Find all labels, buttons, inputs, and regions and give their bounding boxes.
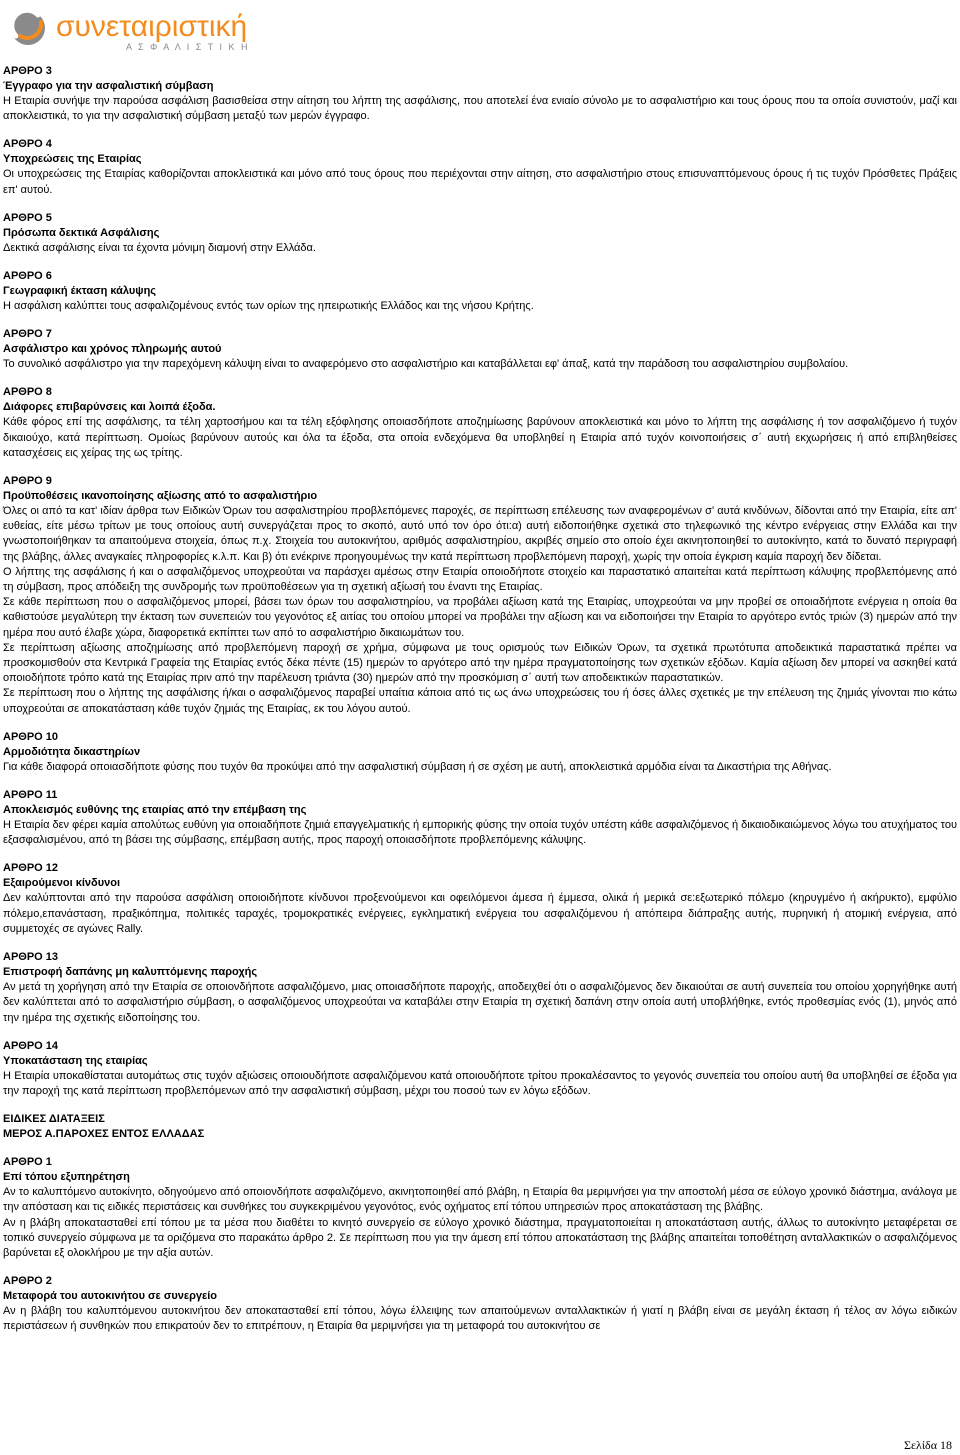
article-paragraph: Η ασφάλιση καλύπτει τους ασφαλιζομένους εντός των ορίων της ηπειρωτικής Ελλάδος και της νήσου Κρήτης. <box>3 300 534 313</box>
article-title: Διάφορες επιβαρύνσεις και λοιπά έξοδα. <box>3 401 216 414</box>
article-title: Μεταφορά του αυτοκινήτου σε συνεργείο <box>3 1290 218 1303</box>
article-title: Έγγραφο για την ασφαλιστική σύμβαση <box>3 80 214 92</box>
article-paragraph: Σε κάθε περίπτωση που ο ασφαλιζόμενος μπορεί, βάσει των όρων του ασφαλιστηρίου, να προβάλει αξίωση κατά της Εταιρίας, υποχρεούται να μην προβεί σε οποιαδήποτε ενέργεια η οποία θα καθιστούσε μεγαλύτερη την έκταση των συνεπειών του γεγονότος εξ αιτίας του οποίου μπορεί να προβάλει την αξίωση και να ειδοποιήσει την Εταιρία το αργότερο εντός τριών (3) ημερών από την ημέρα που αυτό έλαβε χώρα, διαφορετικά εκπίπτει των από το ασφαλιστήριο δικαιωμάτων του. <box>3 596 957 639</box>
article-paragraph: Σε περίπτωση αξίωσης αποζημίωσης από προβλεπόμενη παροχή σε χρήμα, σύμφωνα με τους ορισμούς των Ειδικών Όρων, τα σχετικά πρωτότυπα αποδεικτικά παραστατικά πρέπει να προσκομισθούν στα Κεντρικά Γραφεία της Εταιρίας εντός δέκα πέντε (15) ημερών το αργότερο από την ημέρα πραγματοποίησης των σχετικών εξόδων. Καμία αξίωση δεν μπορεί να ασκηθεί κατά οποιοδήποτε τρόπο κατά της Εταιρίας πριν από την παρέλευση τριάντα (30) ημερών από την προσκόμιση σ΄ αυτή των αποδεικτικών παραστατικών. <box>3 641 957 685</box>
article-number: ΑΡΘΡΟ 11 <box>3 789 58 802</box>
article-title: Γεωγραφική έκταση κάλυψης <box>3 285 157 298</box>
article-paragraph: Η Εταιρία υποκαθίσταται αυτομάτως στις τυχόν αξιώσεις οποιουδήποτε ασφαλιζόμενου κατά οποιουδήποτε τρίτου προκαλέσαντος το γεγονός συνεπεία του οποίου αυτή θα υποβληθεί σε έξοδα για την παροχή της κατά περίπτωση προβλεπόμενων από την ασφαλιστική σύμβαση, μέχρι του ποσού των εν λόγω εξόδων. <box>3 1069 957 1097</box>
article-paragraph: Αν μετά τη χορήγηση από την Εταιρία σε οποιονδήποτε ασφαλιζόμενο, μιας οποιασδήποτε παροχής, αποδειχθεί ότι ο ασφαλιζόμενος δεν δικαιούται σε αυτή συνεπεία του οποίου χορηγήθηκε αυτή δεν καλύπτεται από το ασφαλιστήριο σύμβαση, ο ασφαλιζόμενος υποχρεούται να καταβάλει στην Εταιρία τη σχετική δαπάνη στην οποία αυτή υποβλήθηκε, εντός προθεσμίας ενός (1), μηνός από την ημέρα της σχετικής ειδοποίησης του. <box>3 981 957 1024</box>
article-number: ΑΡΘΡΟ 12 <box>3 862 59 875</box>
article-paragraph: Όλες οι από τα κατ' ιδίαν άρθρα των Ειδικών Όρων του ασφαλιστηρίου προβλεπόμενες παροχές, σε περίπτωση επέλευσης των αναφερομένων σ' αυτά κινδύνων, δίδονται από την Εταιρία, είτε απ' ευθείας, είτε μέσω τρίτων με τους οποίους αυτή συνεργάζεται προς το σκοπό, αυτό υπό τον όρο ότι:α) αυτή ειδοποιήθηκε σχετικά στο τηλεφωνικό της κέντρο ενέργειας στην Ελλάδα και την γνωστοποιήθηκαν τα απαιτούμενα στοιχεία, όπως π.χ. Στοιχεία του αυτοκινήτου, αριθμός ασφαλιστηρίου, ακριβές σημείο στο οποίο έχει ακινητοποιηθεί το αυτοκίνητο, κατά το δυνατό περιγραφή της βλάβης, άλλες αναγκαίες πληροφορίες κ.λ.π. Και β) ότι ενέκρινε προηγουμένως την κατά περίπτωση προβλεπόμενη παροχή, χωρίς την οποία έγκριση καμία παροχή δεν δίδεται. <box>3 505 957 563</box>
article-title: Αποκλεισμός ευθύνης της εταιρίας από την επέμβαση της <box>3 804 307 817</box>
article-paragraph: Η Εταιρία δεν φέρει καμία απολύτως ευθύνη για οποιαδήποτε ζημιά επαγγελματικής ή εμπορικής φύσης την οποία τυχόν υπέστη κάθε ασφαλιζόμενος ή δικαιοδικαιώμενος λόγω του ατυχήματος του εξασφαλισμένου, από τη βάσει της σύμβασης, επέμβαση αυτής, προς παροχή οποιασδήποτε προβλεπόμενης κάλυψης. <box>3 819 957 847</box>
article-paragraph: Η Εταιρία συνήψε την παρούσα ασφάλιση βασισθείσα στην αίτηση του λήπτη της ασφάλισης, που αποτελεί ένα ενιαίο σύνολο με το ασφαλιστήριο και τους όρους που τα οποία συνιστούν, μαζί και αποκλειστικά, το για την ασφαλιστική σύμβαση μεταξύ των μερών έγγραφο. <box>3 95 957 123</box>
article-section <box>3 1274 957 1334</box>
article-section <box>3 385 957 461</box>
article-paragraph: Δεκτικά ασφάλισης είναι τα έχοντα μόνιμη διαμονή στην Ελλάδα. <box>3 241 316 254</box>
article-number: ΑΡΘΡΟ 7 <box>3 328 52 341</box>
article-section <box>3 788 957 848</box>
page-header <box>0 0 960 58</box>
article-title: Επιστροφή δαπάνης μη καλυπτόμενης παροχής <box>3 966 258 979</box>
article-title: Υποκατάσταση της εταιρίας <box>3 1054 148 1067</box>
article-paragraph: Ο λήπτης της ασφάλισης ή και ο ασφαλιζόμενος υποχρεούται να παράσχει αμέσως στην Εταιρία οποιοδήποτε στοιχείο και παραστατικό απαιτείται κατά περίπτωση κάλυψης προβλεπόμενης από τη σύμβαση, προς απόδειξη της συνδρομής των προϋποθέσεων για τη σχετική αξίωσή του έναντι της Εταιρίας. <box>3 565 957 594</box>
article-number: ΑΡΘΡΟ 1 <box>3 1156 52 1169</box>
article-title: Υποχρεώσεις της Εταιρίας <box>3 153 142 166</box>
logo-subtitle: Α Σ Φ Α Λ Ι Σ Τ Ι Κ Η <box>126 42 250 52</box>
article-section <box>3 327 957 372</box>
article-number: ΑΡΘΡΟ 13 <box>3 951 59 964</box>
article-number: ΑΡΘΡΟ 14 <box>3 1039 59 1052</box>
article-section <box>3 474 957 717</box>
special-provisions-heading <box>3 1112 957 1142</box>
special-heading-line1: ΕΙΔΙΚΕΣ ΔΙΑΤΑΞΕΙΣ <box>3 1113 105 1126</box>
logo-text: συνεταιριστική <box>56 10 248 43</box>
article-section <box>3 950 957 1026</box>
document-body <box>3 64 957 1348</box>
article-paragraph: Δεν καλύπτονται από την παρούσα ασφάλιση οποιοιδήποτε κίνδυνοι προξενούμενοι και οφειλόμενοι άμεσα ή έμμεσα, ολικά ή μερικά σε:εξωτερικό πόλεμο (κηρυγμένο ή ακήρυκτο), εμφύλιο πόλεμο,επανάσταση, πραξικόπημα, πολιτικές ταραχές, τρομοκρατικές ενέργειες, εγκληματική ενέργεια του ασφαλιζόμενου ή απόπειρα διάπραξης αυτής, πυρηνική ή ατομική ενέργεια, από συμμετοχές σε αγώνες Rally. <box>3 892 957 935</box>
article-number: ΑΡΘΡΟ 10 <box>3 730 59 743</box>
article-number: ΑΡΘΡΟ 8 <box>3 386 52 399</box>
company-logo <box>8 6 338 52</box>
article-paragraph: Οι υποχρεώσεις της Εταιρίας καθορίζονται αποκλειστικά και μόνο από τους όρους που περιέχονται στην αίτηση, στο ασφαλιστήριο στους επισυναπτόμενους όρους ή τις τυχόν Πρόσθετες Πράξεις επ' αυτού. <box>3 168 957 196</box>
article-paragraph: Αν η βλάβη του καλυπτόμενου αυτοκινήτου δεν αποκατασταθεί επί τόπου, λόγω έλλειψης των απαιτούμενων ανταλλακτικών ή γιατί η βλάβη είναι σε μεγάλη έκταση ή τέλος αν λόγω ειδικών περιστάσεων ή συνθηκών που επικρατούν δεν το επιτρέπουν, η Εταιρία θα μεριμνήσει για τη μεταφορά του αυτοκινήτου σε <box>3 1305 957 1333</box>
article-title: Αρμοδιότητα δικαστηρίων <box>3 745 141 758</box>
article-title: Εξαιρούμενοι κίνδυνοι <box>3 877 121 890</box>
article-section <box>3 64 957 124</box>
article-section <box>3 1155 957 1261</box>
article-section <box>3 861 957 937</box>
article-title: Προϋποθέσεις ικανοποίησης αξίωσης από το ασφαλιστήριο <box>3 490 318 503</box>
article-number: ΑΡΘΡΟ 9 <box>3 475 52 488</box>
article-title: Ασφάλιστρο και χρόνος πληρωμής αυτού <box>3 343 222 356</box>
article-paragraph: Σε περίπτωση που ο λήπτης της ασφάλισης ή/και ο ασφαλιζόμενος παραβεί υπαίτια κάποια από τις ως άνω υποχρεώσεις του ή όσες άλλες σχετικές με την επέλευση της ζημιάς γίνονται πιο κάτω υποχρεούται σε αποκατάσταση κάθε τυχόν ζημιάς της Εταιρίας, εκ του λόγου αυτού. <box>3 687 957 715</box>
article-title: Πρόσωπα δεκτικά Ασφάλισης <box>3 226 160 239</box>
article-section <box>3 137 957 197</box>
article-number: ΑΡΘΡΟ 5 <box>3 211 52 224</box>
page-number: Σελίδα 18 <box>903 1438 952 1452</box>
article-number: ΑΡΘΡΟ 2 <box>3 1275 52 1288</box>
article-paragraph: Αν η βλάβη αποκατασταθεί επί τόπου με τα μέσα που διαθέτει το κινητό συνεργείο σε εύλογο χρονικό διάστημα, πραγματοποιείται η αποκατάσταση αυτής, άλλως το αυτοκίνητο μεταφέρεται σε τοπικό συνεργείο σύμφωνα με τα οριζόμενα στο παρακάτω άρθρο 2. Σε περίπτωση που για την άμεση επί τόπου αποκατάσταση της βλάβης απαιτείται τοποθέτηση ανταλλακτικών ο ασφαλιζόμενος βαρύνεται εξ ολοκλήρου με την αξία αυτών. <box>3 1216 957 1259</box>
article-number: ΑΡΘΡΟ 6 <box>3 270 52 283</box>
article-section <box>3 211 957 256</box>
article-paragraph: Το συνολικό ασφάλιστρο για την παρεχόμενη κάλυψη είναι το αναφερόμενο στο ασφαλιστήριο και καταβάλλεται εφ' άπαξ, κατά την παράδοση του ασφαλιστηρίου συμβολαίου. <box>3 358 849 371</box>
article-paragraph: Για κάθε διαφορά οποιασδήποτε φύσης που τυχόν θα προκύψει από την ασφαλιστική σύμβαση ή σε σχέση με αυτή, αποκλειστικά αρμόδια είναι τα Δικαστήρια της Αθήνας. <box>3 760 832 773</box>
article-paragraph: Κάθε φόρος επί της ασφάλισης, τα τέλη χαρτοσήμου και τα τέλη εξόφλησης οποιασδήποτε αποζημίωσης βαρύνουν αποκλειστικά και μόνο το λήπτη της ασφάλισης ή τον ασφαλιζόμενο ή τυχόν δικαιούχο, κατά περίπτωση. Ομοίως βαρύνουν αυτούς και όλα τα έξοδα, στα οποία ενδεχόμενα θα υποβληθεί η Εταιρία από τυχόν κοινοποιήσεις σ΄ αυτή εκχωρήσεις ή από επιβληθείσες κατασχέσεις εις χείρας της ως τρίτης. <box>3 416 957 459</box>
article-number: ΑΡΘΡΟ 3 <box>3 65 52 77</box>
special-heading-line2: ΜΕΡΟΣ Α.ΠΑΡΟΧΕΣ ΕΝΤΟΣ ΕΛΛΑΔΑΣ <box>3 1128 205 1141</box>
article-number: ΑΡΘΡΟ 4 <box>3 138 52 151</box>
article-title: Επί τόπου εξυπηρέτηση <box>3 1171 130 1184</box>
article-paragraph: Αν το καλυπτόμενο αυτοκίνητο, οδηγούμενο από οποιονδήποτε ασφαλιζόμενο, ακινητοποιηθεί από βλάβη, η Εταιρία θα μεριμνήσει για την αποστολή μέσα σε εύλογο χρονικό διάστημα, ανάλογα με την απόσταση και τις ειδικές περιστάσεις και συνθήκες του συγκεκριμένου γεγονότος, ενός οχήματος επί τόπου υπηρεσιών προς αποκατάσταση της βλάβης. <box>3 1186 957 1214</box>
article-section <box>3 269 957 314</box>
article-section <box>3 730 957 775</box>
article-section <box>3 1039 957 1099</box>
